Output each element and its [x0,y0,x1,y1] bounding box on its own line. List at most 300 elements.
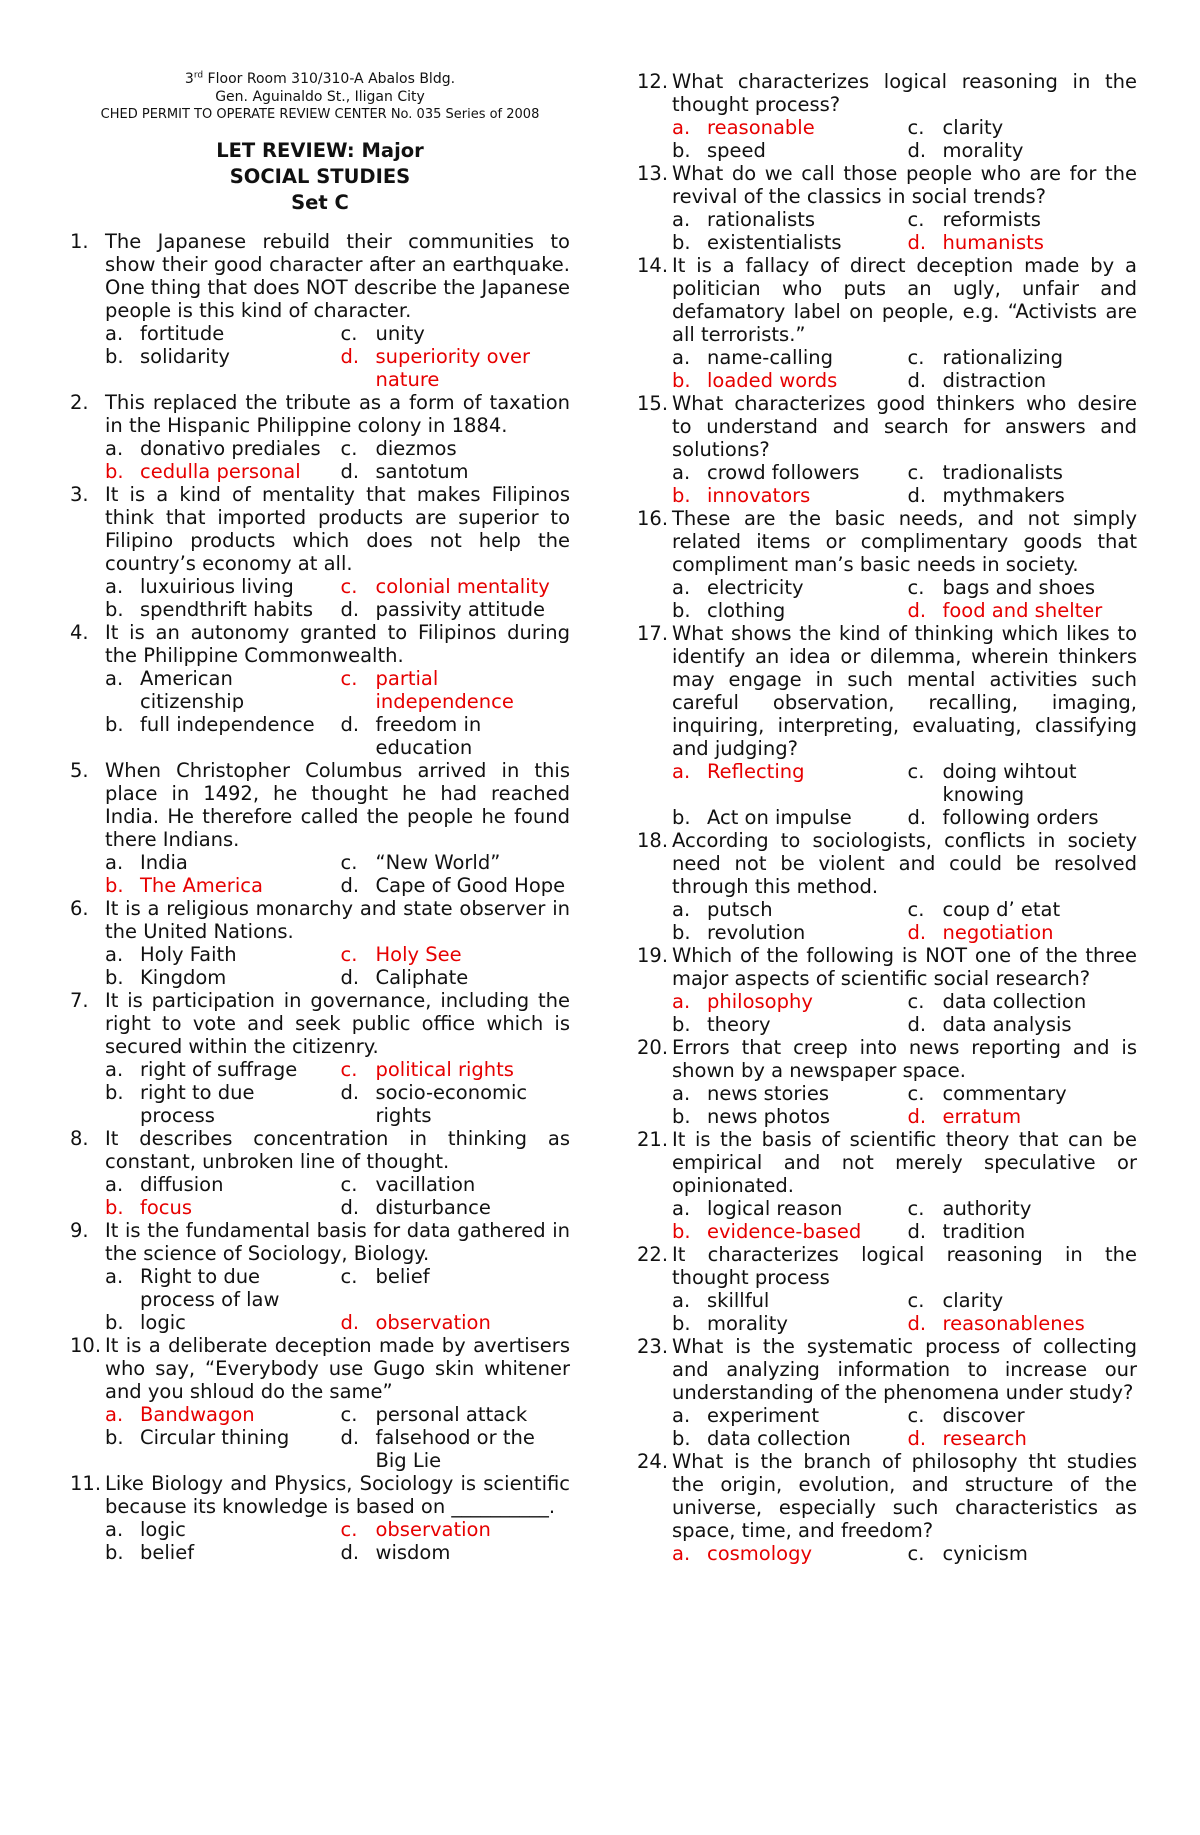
option-text: humanists [942,231,1044,254]
answer-options [672,760,1137,829]
document-header [70,70,570,124]
correct-answer-option [341,667,571,713]
question-item [637,944,1137,1036]
option-text: clarity [942,1289,1004,1312]
correct-answer-option [672,760,902,806]
option-letter: a. [672,1542,691,1565]
option-letter: d. [907,921,927,944]
question-body [672,1335,1137,1450]
option-text: discover [942,1404,1025,1427]
option-text: philosophy [707,990,813,1013]
answer-option [672,921,902,944]
correct-answer-option [105,460,335,483]
question-text: What characterizes logical reasoning in the thought process? [672,70,1137,116]
option-text: Kingdom [140,966,227,989]
option-text: colonial mentality [375,575,550,598]
answer-options [105,851,570,897]
question-number: 18. [637,829,669,852]
option-letter: b. [105,460,124,483]
question-number: 24. [637,1450,669,1473]
question-text: Errors that creep into news reporting and is shown by a newspaper space. [672,1036,1137,1082]
option-letter: d. [340,1426,360,1449]
correct-answer-option [672,116,902,139]
option-text: commentary [942,1082,1067,1105]
option-letter: d. [907,484,927,507]
option-letter: d. [907,1312,927,1335]
answer-option [105,966,335,989]
answer-option [908,760,1138,806]
option-text: “New World” [375,851,501,874]
option-letter: c. [340,943,358,966]
option-text: unity [375,322,425,345]
option-text: Holy See [375,943,462,966]
option-letter: a. [105,1518,124,1541]
answer-option [672,1312,902,1335]
set-title: Set C [291,191,349,214]
subject-title: SOCIAL STUDIES [229,165,411,188]
option-letter: d. [907,1105,927,1128]
question-item [70,230,570,391]
correct-answer-option [341,1058,571,1081]
question-text: Which of the following is NOT one of the three major aspects of scientific social research? [672,944,1137,990]
option-letter: b. [105,966,124,989]
option-letter: c. [340,1403,358,1426]
question-number: 1. [70,230,89,253]
option-text: observation [375,1518,491,1541]
question-item [70,1334,570,1472]
question-text: What is the systematic process of collecting and analyzing information to increase our understanding of the phenomena under study? [672,1335,1137,1404]
question-number: 3. [70,483,89,506]
question-text: What shows the kind of thinking which likes to identify an idea or dilemma, wherein thinkers may engage in such mental activities such careful observation, recalling, imaging, inquiring, interpreting, evaluating, classifying and judging? [672,622,1137,760]
question-item [70,483,570,621]
question-text: The Japanese rebuild their communities to show their good character after an earthquake. One thing that does NOT describe the Japanese people is this kind of character. [105,230,570,322]
question-number: 12. [637,70,669,93]
option-letter: c. [907,116,925,139]
address-room: Floor Room 310/310-A Abalos Bldg. [203,71,456,87]
question-body [105,989,570,1127]
option-text: existentialists [707,231,842,254]
option-letter: a. [672,1289,691,1312]
question-list-left [70,230,570,1564]
answer-option [908,116,1138,139]
answer-option [672,898,902,921]
option-text: name-calling [707,346,833,369]
option-text: skillful [707,1289,770,1312]
question-number: 4. [70,621,89,644]
question-body [105,1219,570,1334]
option-letter: a. [105,1058,124,1081]
answer-option [908,898,1138,921]
answer-option [105,1541,335,1564]
question-number: 21. [637,1128,669,1151]
question-item [637,70,1137,162]
question-body [672,1036,1137,1128]
answer-option [341,1265,571,1311]
option-text: political rights [375,1058,514,1081]
question-number: 23. [637,1335,669,1358]
header-street-line: Gen. Aguinaldo St., Iligan City [215,89,425,105]
option-letter: b. [105,713,124,736]
question-item [637,1335,1137,1450]
question-item [637,1036,1137,1128]
question-item [637,392,1137,507]
left-column [70,70,570,1564]
question-body [672,254,1137,392]
answer-option [105,1426,335,1472]
answer-option [341,1173,571,1196]
option-text: innovators [707,484,811,507]
option-text: personal attack [375,1403,528,1426]
option-letter: a. [672,898,691,921]
option-letter: a. [105,575,124,598]
option-letter: c. [907,1542,925,1565]
option-letter: a. [105,437,124,460]
option-text: erratum [942,1105,1022,1128]
answer-option [105,851,335,874]
option-text: American citizenship [140,667,245,713]
answer-option [341,1081,571,1127]
option-letter: c. [340,1058,358,1081]
option-letter: a. [105,851,124,874]
answer-options [105,575,570,621]
answer-option [672,576,902,599]
question-item [637,507,1137,622]
answer-option [672,1013,902,1036]
question-number: 17. [637,622,669,645]
option-text: food and shelter [942,599,1103,622]
answer-option [105,943,335,966]
answer-option [341,598,571,621]
option-letter: c. [907,208,925,231]
question-item [70,1219,570,1334]
question-text: What characterizes good thinkers who desire to understand and search for answers and solutions? [672,392,1137,461]
option-text: doing wihtout knowing [942,760,1077,806]
option-text: disturbance [375,1196,491,1219]
option-text: Right to due process of law [140,1265,280,1311]
answer-option [341,874,571,897]
question-body [105,1127,570,1219]
option-text: bags and shoes [942,576,1096,599]
option-letter: c. [340,1518,358,1541]
question-number: 22. [637,1243,669,1266]
answer-option [672,346,902,369]
question-number: 20. [637,1036,669,1059]
option-letter: d. [340,1311,360,1334]
option-letter: d. [907,139,927,162]
question-number: 13. [637,162,669,185]
option-text: donativo prediales [140,437,321,460]
answer-option [105,713,335,759]
option-letter: c. [907,576,925,599]
floor-suffix: rd [193,70,204,81]
question-body [672,1128,1137,1243]
answer-option [672,1289,902,1312]
answer-option [908,461,1138,484]
option-letter: a. [672,760,691,783]
question-item [637,622,1137,829]
option-text: putsch [707,898,773,921]
question-text: What is the branch of philosophy tht studies the origin, evolution, and structure of the universe, especially such characteristics as space, time, and freedom? [672,1450,1137,1542]
option-letter: b. [672,139,691,162]
option-text: right to due process [140,1081,255,1127]
question-item [637,829,1137,944]
option-text: belief [140,1541,195,1564]
question-item [637,1128,1137,1243]
option-text: partial independence [375,667,514,713]
correct-answer-option [908,921,1138,944]
option-text: full independence [140,713,315,736]
option-text: The America [140,874,263,897]
option-letter: c. [907,346,925,369]
document-titles [70,138,570,216]
option-letter: d. [340,874,360,897]
option-text: cynicism [942,1542,1028,1565]
question-body [672,622,1137,829]
correct-answer-option [105,1196,335,1219]
option-letter: d. [907,231,927,254]
header-address-line [70,70,570,88]
option-text: observation [375,1311,491,1334]
option-letter: b. [105,1081,124,1104]
correct-answer-option [341,1518,571,1541]
correct-answer-option [908,1312,1138,1335]
option-letter: b. [672,1220,691,1243]
option-letter: a. [672,576,691,599]
option-text: cosmology [707,1542,813,1565]
answer-option [908,576,1138,599]
question-text: It is a fallacy of direct deception made by a politician who puts an ugly, unfair and defamatory label on people, e.g. “Activists are all terrorists.” [672,254,1137,346]
option-letter: d. [340,966,360,989]
answer-option [908,1542,1138,1565]
question-number: 19. [637,944,669,967]
correct-answer-option [672,990,902,1013]
answer-option [908,1013,1138,1036]
option-text: focus [140,1196,193,1219]
option-text: mythmakers [942,484,1065,507]
option-letter: b. [672,484,691,507]
answer-option [105,322,335,345]
question-item [637,1450,1137,1565]
option-letter: a. [105,1403,124,1426]
answer-option [672,139,902,162]
question-body [105,483,570,621]
option-letter: c. [907,1289,925,1312]
question-body [672,162,1137,254]
question-number: 7. [70,989,89,1012]
question-body [672,392,1137,507]
review-title: LET REVIEW: Major [216,139,424,162]
option-text: rationalists [707,208,816,231]
answer-options [672,461,1137,507]
question-number: 16. [637,507,669,530]
answer-option [341,322,571,345]
question-item [70,391,570,483]
answer-option [341,851,571,874]
option-text: revolution [707,921,806,944]
question-body [105,759,570,897]
option-text: freedom in education [375,713,482,759]
option-letter: b. [105,1426,124,1449]
option-letter: a. [672,208,691,231]
option-text: news stories [707,1082,829,1105]
correct-answer-option [105,874,335,897]
answer-option [341,1196,571,1219]
question-text: What do we call those people who are for the revival of the classics in social trends? [672,162,1137,208]
option-letter: b. [672,1312,691,1335]
option-text: crowd followers [707,461,860,484]
option-text: logic [140,1518,186,1541]
option-text: morality [707,1312,788,1335]
option-text: falsehood or the Big Lie [375,1426,535,1472]
option-letter: b. [672,599,691,622]
question-item [70,989,570,1127]
option-text: authority [942,1197,1032,1220]
option-letter: d. [340,713,360,736]
answer-option [908,1197,1138,1220]
answer-option [908,208,1138,231]
option-text: clarity [942,116,1004,139]
correct-answer-option [672,1542,902,1565]
option-text: passivity attitude [375,598,545,621]
option-text: reasonable [707,116,815,139]
option-text: reasonablenes [942,1312,1085,1335]
option-letter: b. [672,1105,691,1128]
answer-option [341,460,571,483]
question-item [70,621,570,759]
correct-answer-option [672,369,902,392]
answer-option [672,1105,902,1128]
question-number: 2. [70,391,89,414]
option-text: Holy Faith [140,943,237,966]
option-text: vacillation [375,1173,476,1196]
answer-option [105,1058,335,1081]
correct-answer-option [341,345,571,391]
answer-option [672,231,902,254]
question-number: 6. [70,897,89,920]
question-number: 5. [70,759,89,782]
question-body [672,507,1137,622]
answer-options [672,1542,1137,1565]
option-letter: b. [105,1311,124,1334]
option-text: negotiation [942,921,1054,944]
answer-option [908,139,1138,162]
answer-option [105,575,335,598]
option-text: solidarity [140,345,230,368]
option-text: news photos [707,1105,831,1128]
question-text: These are the basic needs, and not simply related items or complimentary goods that compliment man’s basic needs in society. [672,507,1137,576]
option-text: tradition [942,1220,1026,1243]
option-letter: a. [672,1082,691,1105]
question-text: According to sociologists, conflicts in society need not be violent and could be resolved through this method. [672,829,1137,898]
question-list-right [637,70,1137,1565]
answer-option [672,1197,902,1220]
option-text: theory [707,1013,771,1036]
answer-options [105,1518,570,1564]
option-text: wisdom [375,1541,451,1564]
option-letter: c. [907,1197,925,1220]
question-item [637,162,1137,254]
answer-option [341,1426,571,1472]
answer-options [672,990,1137,1036]
option-letter: c. [340,322,358,345]
option-letter: d. [907,1220,927,1243]
answer-options [672,1404,1137,1450]
option-text: Reflecting [707,760,805,783]
option-letter: c. [340,1265,358,1288]
correct-answer-option [105,1403,335,1426]
answer-option [908,1082,1138,1105]
option-letter: c. [907,1404,925,1427]
question-text: It is a kind of mentality that makes Filipinos think that imported products are superior to Filipino products which does not help the country’s economy at all. [105,483,570,575]
answer-option [105,1265,335,1311]
option-letter: d. [340,1541,360,1564]
answer-option [908,1404,1138,1427]
option-letter: b. [672,369,691,392]
answer-options [672,1197,1137,1243]
question-number: 8. [70,1127,89,1150]
question-text: This replaced the tribute as a form of taxation in the Hispanic Philippine colony in 1884. [105,391,570,437]
question-text: Like Biology and Physics, Sociology is scientific because its knowledge is based on __________. [105,1472,570,1518]
option-letter: a. [105,667,124,690]
option-letter: b. [105,345,124,368]
question-item [637,1243,1137,1335]
option-letter: d. [907,1013,927,1036]
option-text: morality [942,139,1024,162]
question-body [672,944,1137,1036]
answer-option [105,1081,335,1127]
answer-option [672,599,902,622]
option-text: santotum [375,460,469,483]
question-body [672,1450,1137,1565]
option-letter: d. [907,369,927,392]
question-body [672,1243,1137,1335]
option-letter: b. [105,1541,124,1564]
answer-option [341,713,571,759]
answer-option [908,806,1138,829]
option-text: logical reason [707,1197,843,1220]
answer-option [672,1404,902,1427]
answer-options [672,1082,1137,1128]
option-letter: c. [340,667,358,690]
option-text: superiority over nature [375,345,531,391]
answer-option [672,1082,902,1105]
option-letter: a. [672,1197,691,1220]
option-text: spendthrift habits [140,598,313,621]
option-text: rationalizing [942,346,1063,369]
answer-option [908,1220,1138,1243]
option-letter: c. [907,1082,925,1105]
answer-options [105,943,570,989]
question-number: 11. [70,1472,102,1495]
answer-option [908,369,1138,392]
answer-option [105,1311,335,1334]
correct-answer-option [908,1427,1138,1450]
question-text: It is participation in governance, including the right to vote and seek public office which is secured within the citizenry. [105,989,570,1058]
option-text: right of suffrage [140,1058,298,1081]
question-body [672,70,1137,162]
option-letter: b. [672,1427,691,1450]
answer-options [672,346,1137,392]
option-letter: c. [907,760,925,783]
option-letter: c. [907,461,925,484]
question-item [637,254,1137,392]
option-text: Bandwagon [140,1403,255,1426]
answer-option [341,437,571,460]
question-item [70,1472,570,1564]
correct-answer-option [908,1105,1138,1128]
question-text: It is the basis of scientific theory that can be empirical and not merely speculative or opinionated. [672,1128,1137,1197]
answer-option [105,1518,335,1541]
